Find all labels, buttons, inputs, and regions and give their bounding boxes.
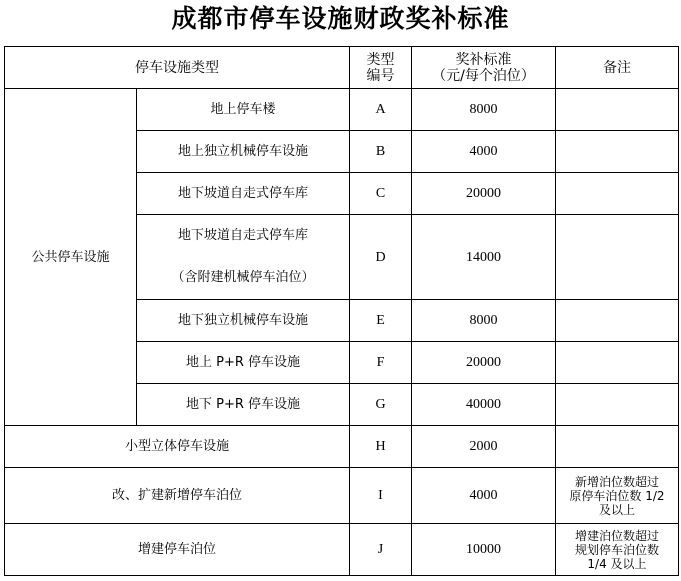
subsidy-table (4, 46, 679, 576)
facility-name: 地上 P+R 停车设施 (137, 342, 350, 384)
facility-amount: 4000 (412, 131, 556, 173)
facility-note (556, 426, 679, 468)
header-code-line1: 类型 (366, 51, 395, 68)
facility-code: D (350, 215, 412, 300)
note-line: 原停车泊位数 1/2 (569, 488, 665, 503)
facility-note (556, 384, 679, 426)
facility-name: 地下独立机械停车设施 (137, 300, 350, 342)
header-amount-line2: （元/每个泊位） (432, 67, 535, 84)
facility-code: F (350, 342, 412, 384)
facility-amount: 2000 (412, 426, 556, 468)
facility-name: 地上独立机械停车设施 (137, 131, 350, 173)
facility-code: C (350, 173, 412, 215)
facility-note (556, 173, 679, 215)
facility-amount: 8000 (412, 89, 556, 131)
facility-name-line2: （含附建机械停车泊位） (171, 270, 315, 285)
facility-note (556, 215, 679, 300)
facility-amount: 4000 (412, 468, 556, 524)
table-row (5, 468, 679, 524)
facility-note (556, 131, 679, 173)
facility-note (556, 300, 679, 342)
facility-name (137, 215, 350, 300)
facility-amount: 20000 (412, 342, 556, 384)
header-note: 备注 (556, 47, 679, 89)
facility-name: 地上停车楼 (137, 89, 350, 131)
header-row (5, 47, 679, 89)
table-row (5, 89, 679, 131)
facility-name: 增建停车泊位 (5, 524, 350, 576)
header-type: 停车设施类型 (5, 47, 350, 89)
facility-amount: 40000 (412, 384, 556, 426)
table-row (5, 524, 679, 576)
facility-name: 地下 P+R 停车设施 (137, 384, 350, 426)
table-row (5, 426, 679, 468)
public-group-label: 公共停车设施 (5, 89, 137, 426)
page-title: 成都市停车设施财政奖补标准 (171, 4, 510, 33)
note-line: 1/4 及以上 (587, 556, 647, 571)
header-amount (412, 47, 556, 89)
facility-code: A (350, 89, 412, 131)
facility-name-line1: 地下坡道自走式停车库 (177, 228, 308, 243)
facility-name: 地下坡道自走式停车库 (137, 173, 350, 215)
facility-code: J (350, 524, 412, 576)
facility-code: H (350, 426, 412, 468)
note-line: 及以上 (598, 502, 635, 517)
facility-note (556, 524, 679, 576)
note-line: 规划停车泊位数 (574, 542, 659, 557)
header-code-line2: 编号 (366, 67, 395, 84)
note-line: 增建泊位数超过 (574, 528, 659, 543)
facility-amount: 8000 (412, 300, 556, 342)
note-line: 新增泊位数超过 (574, 474, 659, 489)
facility-note (556, 342, 679, 384)
facility-amount: 20000 (412, 173, 556, 215)
facility-amount: 10000 (412, 524, 556, 576)
facility-code: B (350, 131, 412, 173)
facility-name: 改、扩建新增停车泊位 (5, 468, 350, 524)
facility-code: E (350, 300, 412, 342)
facility-note (556, 468, 679, 524)
header-code (350, 47, 412, 89)
facility-amount: 14000 (412, 215, 556, 300)
facility-code: I (350, 468, 412, 524)
facility-name: 小型立体停车设施 (5, 426, 350, 468)
facility-code: G (350, 384, 412, 426)
header-amount-line1: 奖补标准 (455, 51, 512, 68)
facility-note (556, 89, 679, 131)
